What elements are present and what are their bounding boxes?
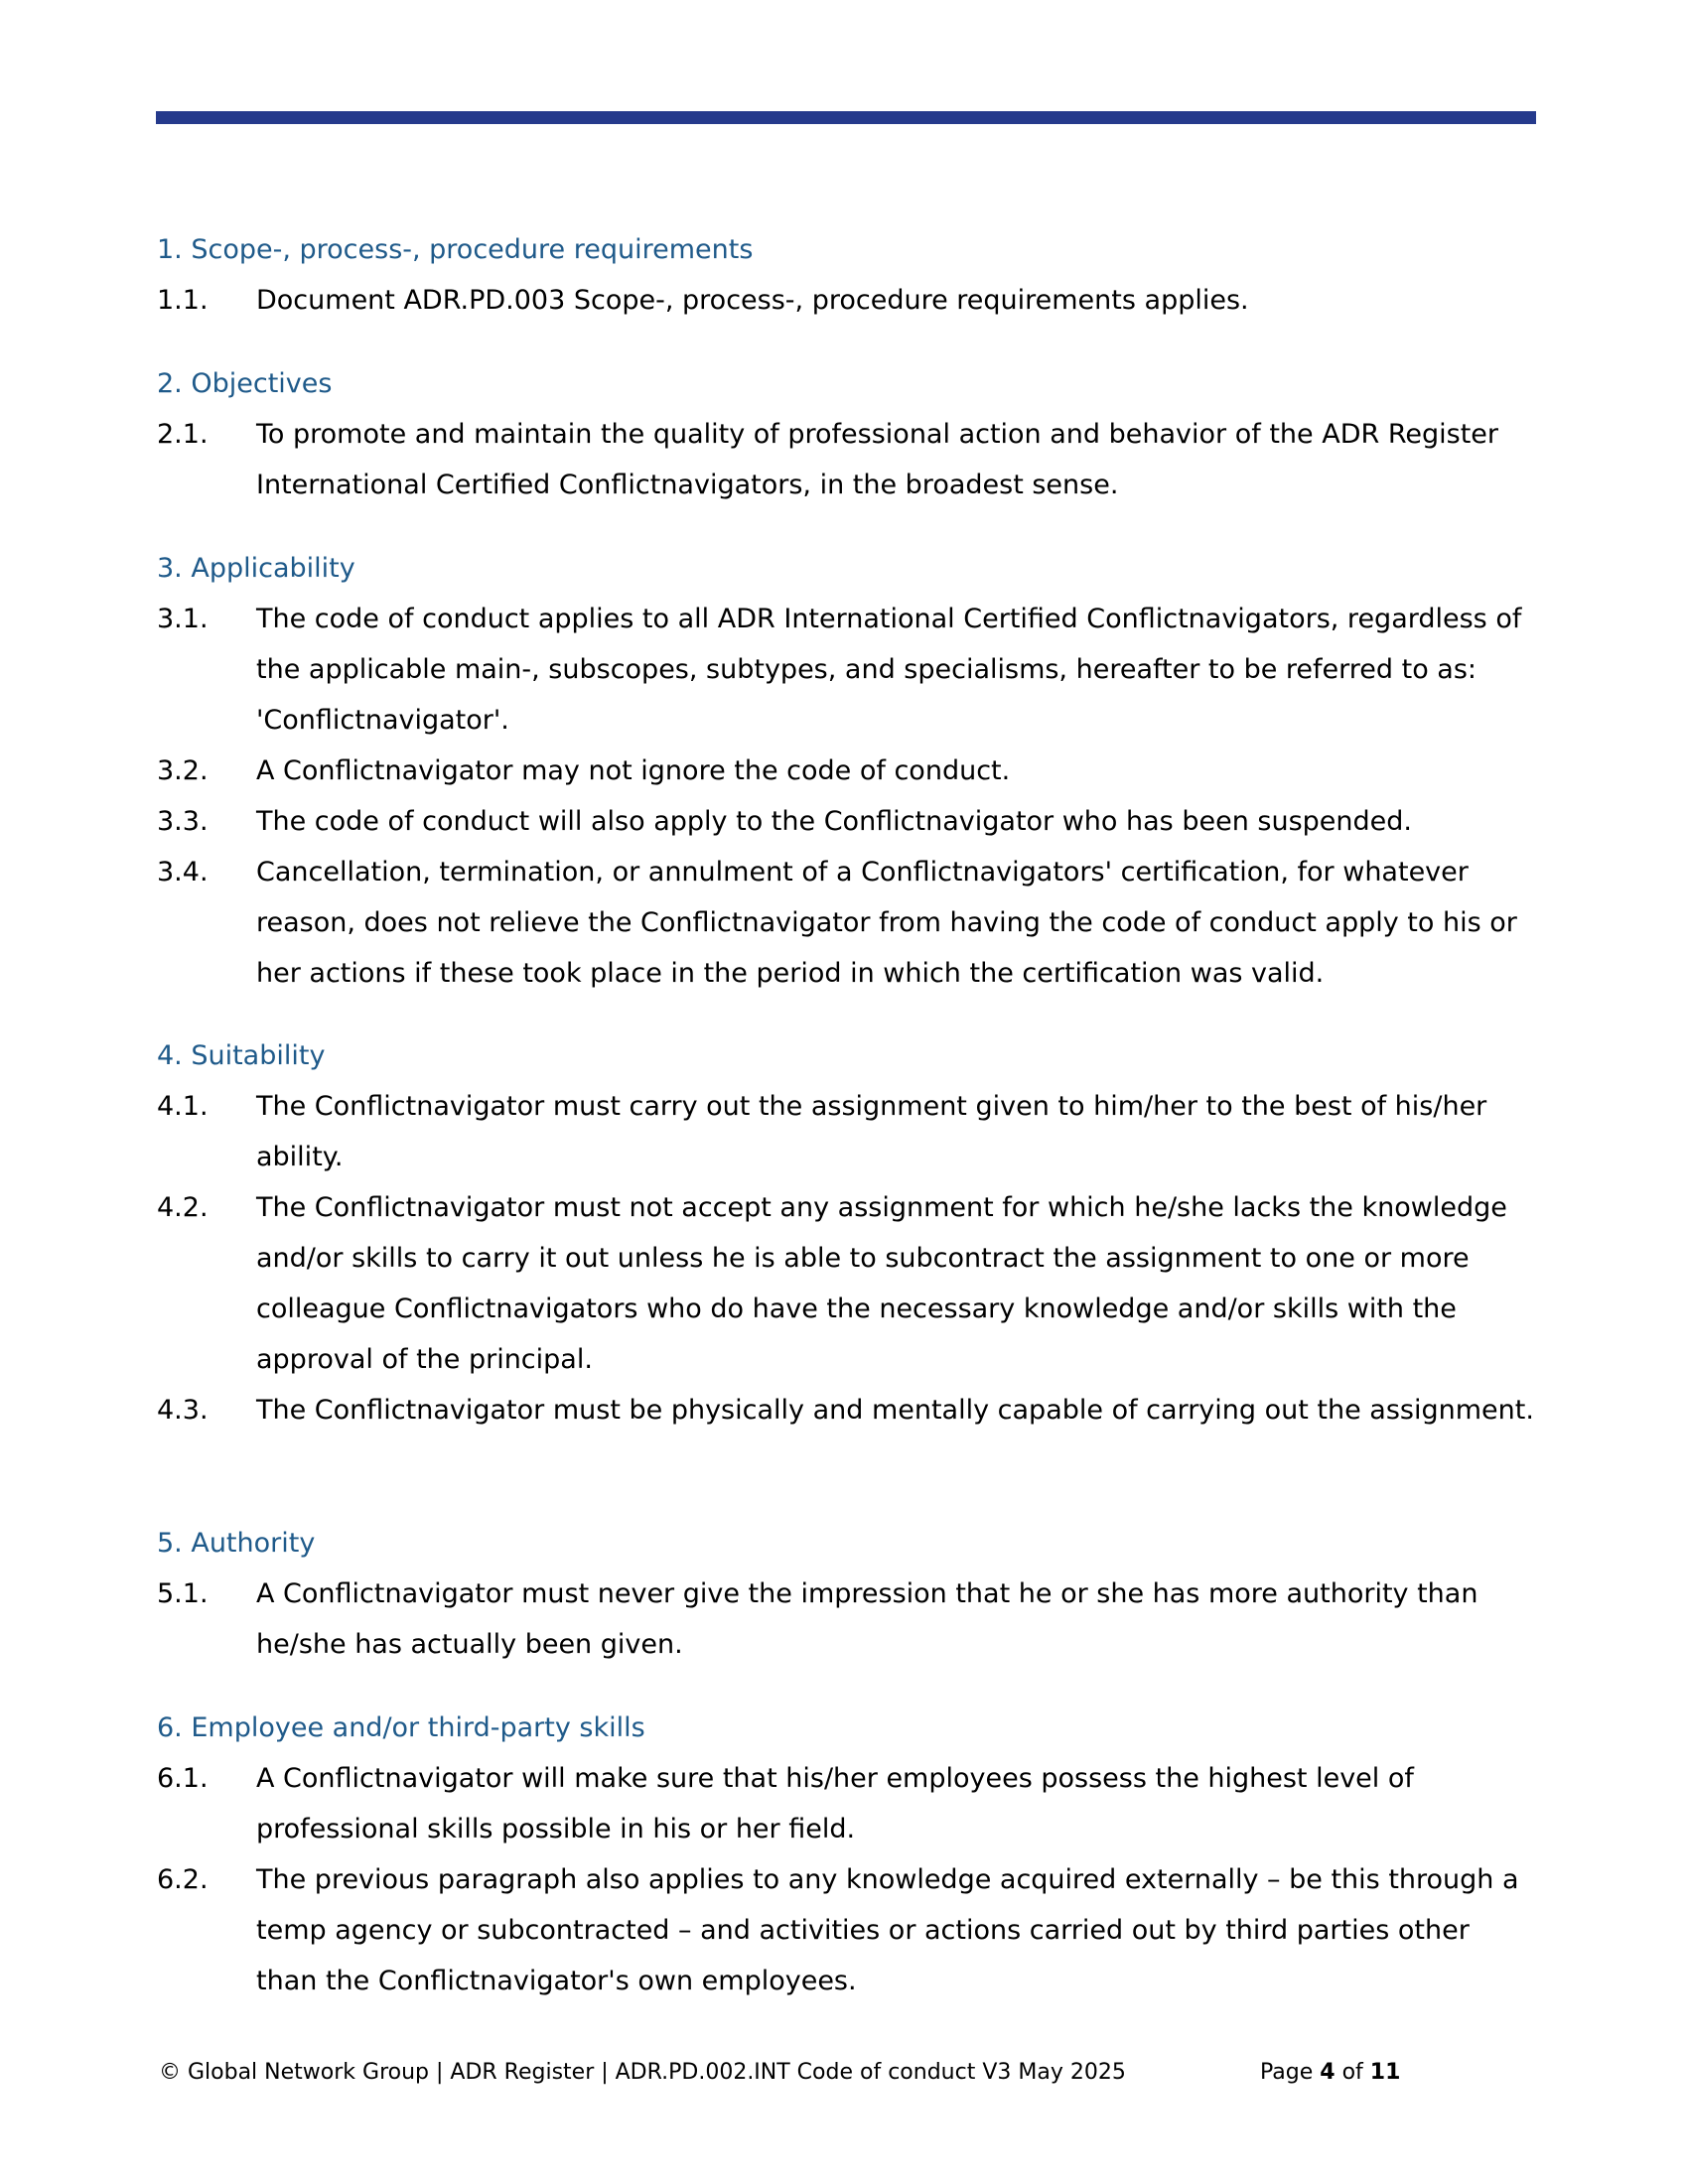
- item-text: The code of conduct applies to all ADR International Certified Conflictnavigators, regardless of the applicable main-, subscopes, subtypes, and specialisms, hereafter to be referred to as: 'Conflictnavigator'.: [256, 604, 1522, 736]
- list-item: [157, 1385, 1537, 1435]
- list-item: [157, 1081, 1537, 1182]
- page-footer: [159, 2053, 1401, 2093]
- list-item: [157, 594, 1537, 746]
- list-item: [157, 409, 1537, 510]
- page-label: Page: [1260, 2060, 1314, 2085]
- page-of: of: [1341, 2060, 1363, 2085]
- item-number: 6.2.: [157, 1864, 209, 1895]
- section-heading: 3. Applicability: [157, 553, 355, 584]
- list-item: [157, 1569, 1537, 1670]
- item-number: 4.3.: [157, 1395, 209, 1426]
- item-text: The Conflictnavigator must not accept any assignment for which he/she lacks the knowledge and/or skills to carry it out unless he is able to subcontract the assignment to one or more colleague Conflictnavigators who do have the necessary knowledge and/or skills with the approval of the principal.: [256, 1192, 1507, 1375]
- item-number: 1.1.: [157, 285, 209, 316]
- item-text: A Conflictnavigator must never give the impression that he or she has more authority than he/she has actually been given.: [256, 1578, 1478, 1660]
- item-number: 5.1.: [157, 1578, 209, 1609]
- item-number: 6.1.: [157, 1763, 209, 1794]
- item-number: 3.4.: [157, 857, 209, 887]
- section-suitability: [157, 1030, 1537, 1435]
- footer-text: © Global Network Group | ADR Register | ADR.PD.002.INT Code of conduct V3 May 2025: [159, 2060, 1126, 2085]
- page-current: 4: [1320, 2060, 1336, 2085]
- item-number: 3.3.: [157, 806, 209, 837]
- list-item: [157, 1182, 1537, 1385]
- list-item: [157, 796, 1537, 847]
- list-item: [157, 1854, 1537, 2006]
- item-text: Document ADR.PD.003 Scope-, process-, procedure requirements applies.: [256, 285, 1249, 316]
- section-heading: 2. Objectives: [157, 368, 333, 399]
- list-item: [157, 847, 1537, 999]
- item-text: Cancellation, termination, or annulment of a Conflictnavigators' certification, for whatever reason, does not relieve the Conflictnavigator from having the code of conduct apply to his or her actions if these took place in the period in which the certification was valid.: [256, 857, 1517, 989]
- section-scope: [157, 224, 1537, 326]
- section-heading: 5. Authority: [157, 1528, 316, 1559]
- list-item: [157, 275, 1537, 326]
- section-heading: 1. Scope-, process-, procedure requirements: [157, 234, 754, 265]
- item-number: 4.1.: [157, 1091, 209, 1122]
- section-heading: 4. Suitability: [157, 1040, 326, 1071]
- page-number: [1260, 2053, 1400, 2093]
- section-employee-skills: [157, 1703, 1537, 2006]
- section-authority: [157, 1518, 1537, 1670]
- item-number: 2.1.: [157, 419, 209, 450]
- list-item: [157, 1753, 1537, 1854]
- item-text: The previous paragraph also applies to any knowledge acquired externally – be this through a temp agency or subcontracted – and activities or actions carried out by third parties other than the Conflictnavigator's own employees.: [256, 1864, 1519, 1996]
- item-text: The Conflictnavigator must be physically and mentally capable of carrying out the assignment.: [256, 1395, 1534, 1426]
- item-text: A Conflictnavigator may not ignore the code of conduct.: [256, 755, 1011, 786]
- item-text: To promote and maintain the quality of professional action and behavior of the ADR Register International Certified Conflictnavigators, in the broadest sense.: [256, 419, 1498, 500]
- section-objectives: [157, 358, 1537, 510]
- item-number: 4.2.: [157, 1192, 209, 1223]
- item-text: The code of conduct will also apply to the Conflictnavigator who has been suspended.: [256, 806, 1412, 837]
- page-total: 11: [1369, 2060, 1401, 2085]
- item-text: A Conflictnavigator will make sure that his/her employees possess the highest level of professional skills possible in his or her field.: [256, 1763, 1414, 1844]
- item-text: The Conflictnavigator must carry out the assignment given to him/her to the best of his/her ability.: [256, 1091, 1487, 1172]
- item-number: 3.1.: [157, 604, 209, 634]
- list-item: [157, 746, 1537, 796]
- section-heading: 6. Employee and/or third-party skills: [157, 1712, 645, 1743]
- item-number: 3.2.: [157, 755, 209, 786]
- header-rule: [156, 111, 1536, 124]
- section-applicability: [157, 543, 1537, 999]
